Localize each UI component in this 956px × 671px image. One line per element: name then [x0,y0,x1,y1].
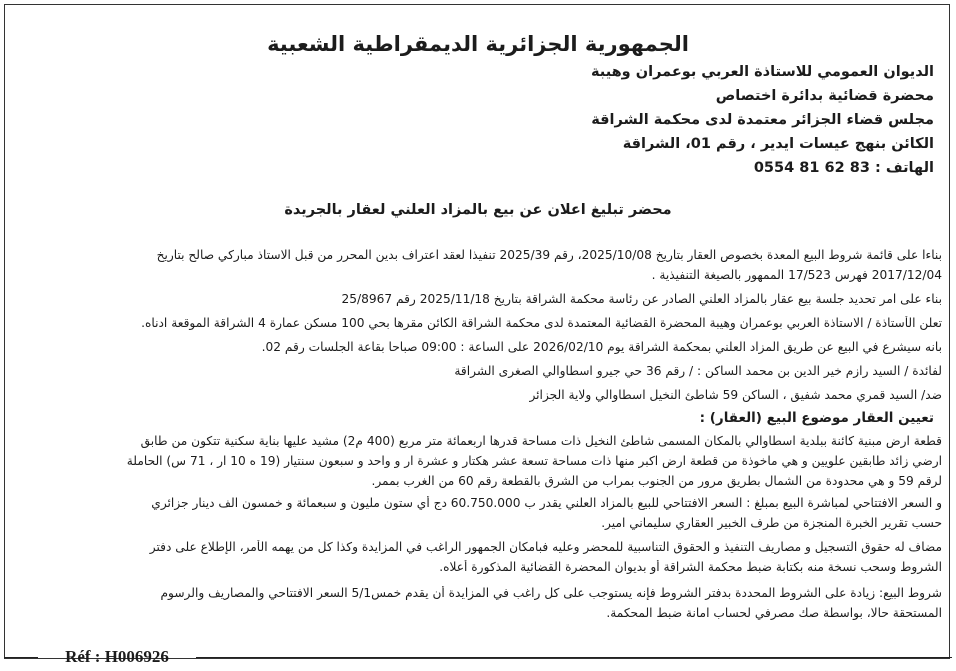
bailiff-office-name: الديوان العمومي للاستاذة العربي بوعمران وهيبة [590,64,934,80]
office-address: الكائن بنهج عيسات ايدير ، رقم 01، الشراقة [622,136,934,152]
beneficiary-line: لفائدة / السيد رازم خير الدين بن محمد الساكن : / رقم 36 حي جيرو اسطاوالي الصغرى الشراقة [454,364,942,378]
paragraph-line: المستحقة حالا، بواسطة صك مصرفي لحساب امانة ضبط المحكمة. [606,606,942,620]
office-court: مجلس قضاء الجزائر معتمدة لدى محكمة الشراقة [591,112,934,128]
paragraph-line: مضاف له حقوق التسجيل و مصاريف التنفيذ و الحقوق التناسبية للمحضر وعليه فبامكان الجمهور الراغب في المزايدة وكذا كل من يهمه الأمر، الإطلاع على دفتر [149,540,942,554]
paragraph-line: الشروط وسحب نسخة منه بكتابة ضبط محكمة الشراقة أو بديوان المحضرة القضائية المذكورة أعلاه. [439,560,942,574]
notice-subject: محضر تبليغ اعلان عن بيع بالمزاد العلني لعقار بالجريدة [284,202,672,218]
paragraph-line: ارضي زائد طابقين علويين و هي ماخوذة من قطعة ارض اكبر منها ذات مساحة تسعة عشر هكتار و عشرة ار و واحد و سبعون سنتيار (19 ه 10 ار ، 71 س) الحاملة [126,454,942,468]
property-section-heading: تعيين العقار موضوع البيع (العقار) : [699,410,934,426]
reference-rule-right [196,657,952,658]
paragraph-line: بناء على امر تحديد جلسة بيع عقار بالمزاد العلني الصادر عن رئاسة محكمة الشراقة بتاريخ 2025/11/18 رقم 25/8967 [341,292,942,306]
paragraph-line: بانه سيشرع في البيع عن طريق المزاد العلني بمحكمة الشراقة يوم 2026/02/10 على الساعة : 09:00 صباحا بقاعة الجلسات رقم 02. [261,340,942,354]
paragraph-line: 2017/12/04 فهرس 17/523 الممهور بالصيغة التنفيذية . [651,268,942,282]
paragraph-line: قطعة ارض مبنية كائنة ببلدية اسطاوالي بالمكان المسمى شاطئ النخيل ذات مساحة قدرها اربعمائة متر مربع (400 م2) مشيد عليها بناية سكنية تتكون من طابق [140,434,942,448]
reference-rule-left [4,657,38,658]
paragraph-line: شروط البيع: زيادة على الشروط المحددة بدفتر الشروط فإنه يستوجب على كل راغب في المزايدة أن يقدم خمس5/1 السعر الافتتاحي والمصاريف والرسوم [160,586,942,600]
paragraph-line: و السعر الافتتاحي لمباشرة البيع بمبلغ : السعر الافتتاحي للبيع بالمزاد العلني يقدر ب 60.750.000 دج أي ستون مليون و سبعمائة و خمسون الف دينار جزائري [151,496,942,510]
office-jurisdiction: محضرة قضائية بدائرة اختصاص [715,88,934,104]
office-phone: الهاتف : 83 62 81 0554 [753,160,934,176]
republic-heading: الجمهورية الجزائرية الديمقراطية الشعبية [267,32,689,56]
reference-bar [0,647,956,669]
against-party-line: ضد/ السيد قمري محمد شفيق ، الساكن 59 شاطئ النخيل اسطاوالي ولاية الجزائر [529,388,942,402]
paragraph-line: تعلن الأستاذة / الاستاذة العربي بوعمران وهيبة المحضرة القضائية المعتمدة لدى محكمة الشراقة الكائن مقرها بحي 100 مسكن عمارة 4 الشراقة الموقعة ادناه. [141,316,942,330]
reference-number: Réf : H006926 [65,647,169,666]
paragraph-line: لرقم 59 و هي محدودة من الشمال بطريق مرور من الجنوب بمراب من الشرق بالقطعة رقم 60 من الغرب بممر. [371,474,942,488]
paragraph-line: بناءا على قائمة شروط البيع المعدة بخصوص العقار بتاريخ 2025/10/08، رقم 2025/39 تنفيذا لعقد اعتراف بدين المحرر من قبل الاستاذ مباركي صالح بتاريخ [156,248,942,262]
paragraph-line: حسب تقرير الخبرة المنجزة من طرف الخبير العقاري سليماني امير. [601,516,942,530]
